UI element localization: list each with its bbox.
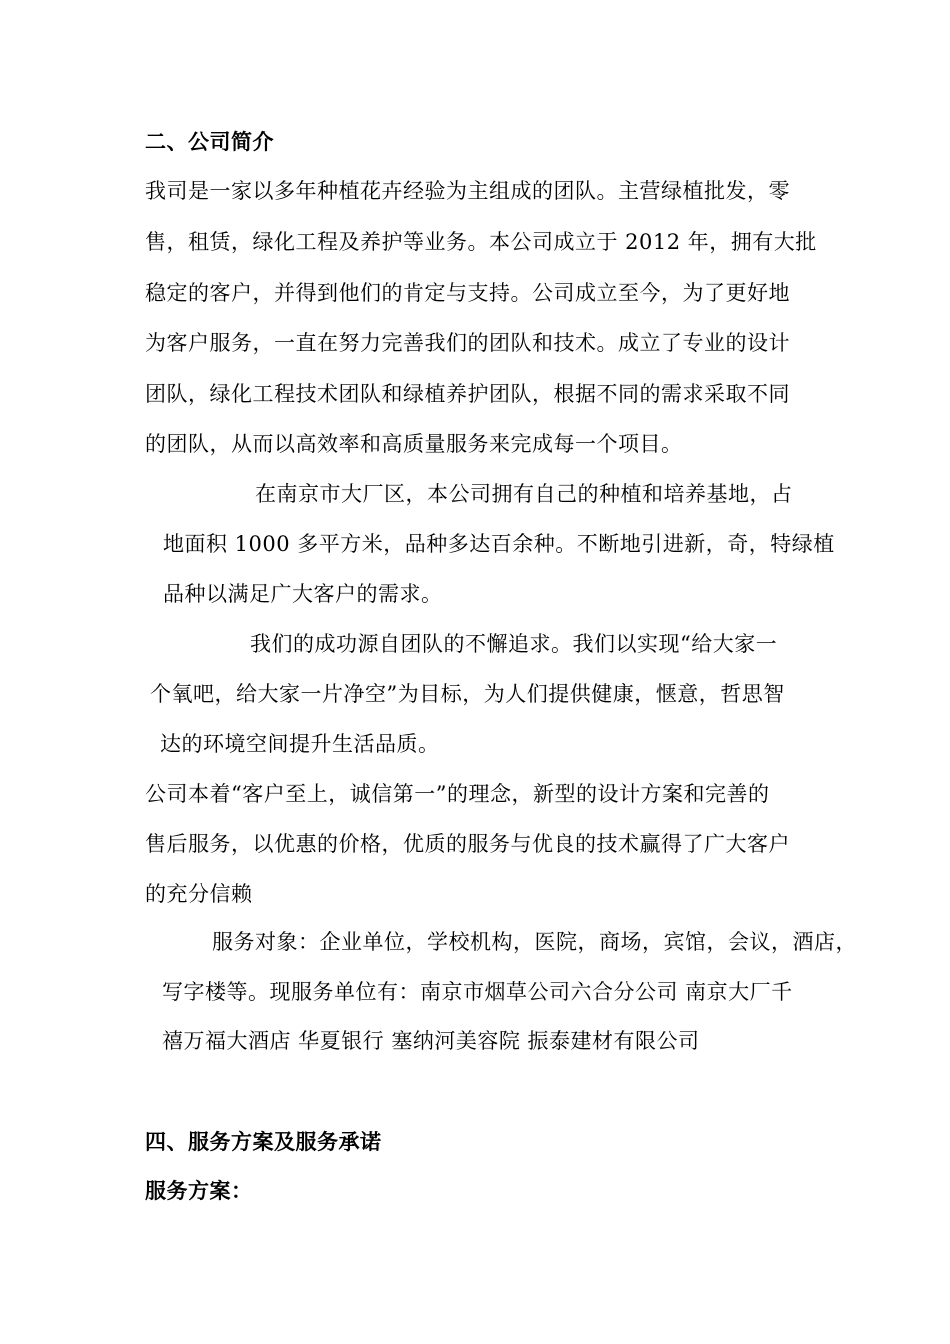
paragraph-line: 的充分信赖: [145, 882, 253, 906]
paragraph-line: 售后服务，以优惠的价格，优质的服务与优良的技术赢得了广大客户: [145, 832, 790, 856]
paragraph-line: 我司是一家以多年种植花卉经验为主组成的团队。主营绿植批发，零: [145, 179, 790, 203]
paragraph-line: 个氧吧，给大家一片净空”为目标，为人们提供健康，惬意，哲思智: [150, 682, 785, 706]
paragraph-line: 达的环境空间提升生活品质。: [160, 732, 440, 756]
paragraph-line: 写字楼等。现服务单位有：南京市烟草公司六合分公司 南京大厂千: [162, 980, 793, 1004]
paragraph-line: 我们的成功源自团队的不懈追求。我们以实现“给大家一: [250, 632, 778, 656]
subheading-service-plan: 服务方案：: [145, 1179, 253, 1203]
paragraph-line: 品种以满足广大客户的需求。: [163, 582, 443, 606]
paragraph-line: 售，租赁，绿化工程及养护等业务。本公司成立于 2012 年，拥有大批: [145, 230, 817, 254]
paragraph-line: 禧万福大酒店 华夏银行 塞纳河美容院 振泰建材有限公司: [162, 1029, 700, 1053]
paragraph-line: 为客户服务，一直在努力完善我们的团队和技术。成立了专业的设计: [145, 331, 790, 355]
paragraph-line: 公司本着“客户至上，诚信第一”的理念，新型的设计方案和完善的: [145, 782, 770, 806]
section-heading-service: 四、服务方案及服务承诺: [145, 1130, 382, 1154]
paragraph-line: 在南京市大厂区，本公司拥有自己的种植和培养基地，占: [255, 482, 793, 506]
paragraph-line: 的团队，从而以高效率和高质量服务来完成每一个项目。: [145, 432, 683, 456]
section-heading-company-intro: 二、公司简介: [145, 130, 274, 154]
paragraph-line: 团队，绿化工程技术团队和绿植养护团队，根据不同的需求采取不同: [145, 382, 790, 406]
paragraph-line: 服务对象：企业单位，学校机构，医院，商场，宾馆，会议，酒店，: [212, 930, 857, 954]
paragraph-line: 地面积 1000 多平方米，品种多达百余种。不断地引进新，奇，特绿植: [163, 532, 835, 556]
paragraph-line: 稳定的客户，并得到他们的肯定与支持。公司成立至今，为了更好地: [145, 281, 790, 305]
